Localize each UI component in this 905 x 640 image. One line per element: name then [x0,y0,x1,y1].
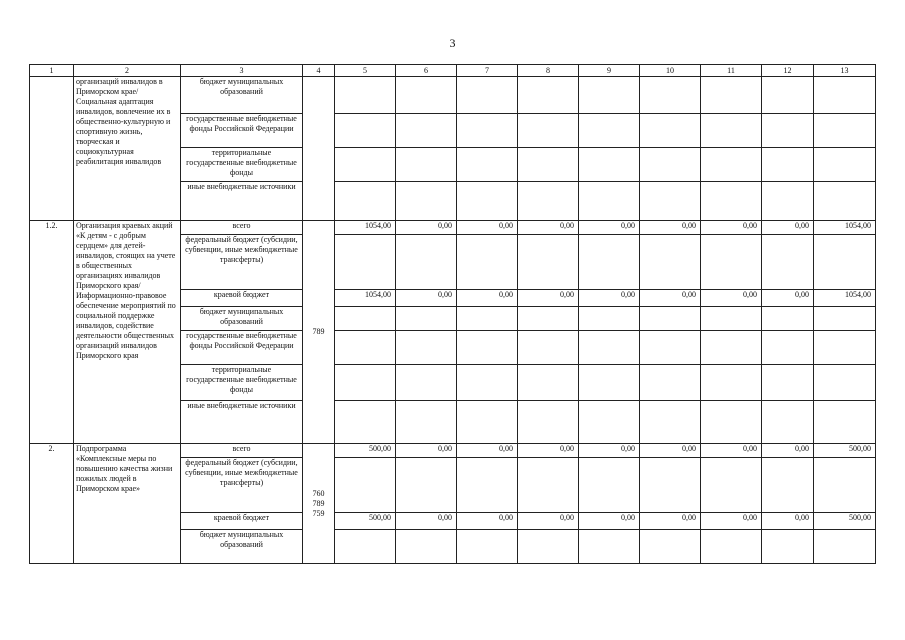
value-cell: 1054,00 [814,290,876,307]
funding-source-cell: государственные внебюджетные фонды Российской Федерации [181,114,303,148]
value-cell: 0,00 [701,221,762,235]
value-cell: 0,00 [701,290,762,307]
funding-source-cell: федеральный бюджет (субсидии, субвенции, иные межбюджетные трансферты) [181,458,303,513]
value-cell: 0,00 [762,444,814,458]
value-cell: 1054,00 [335,221,396,235]
header-cell: 1 [30,65,74,77]
header-cell: 6 [396,65,457,77]
header-cell: 11 [701,65,762,77]
value-cell: 0,00 [640,444,701,458]
funding-source-cell: территориальные государственные внебюджетные фонды [181,148,303,182]
funding-source-cell: государственные внебюджетные фонды Российской Федерации [181,331,303,365]
value-cell: 0,00 [701,513,762,530]
value-cell: 500,00 [335,513,396,530]
funding-source-cell: иные внебюджетные источники [181,182,303,221]
header-cell: 5 [335,65,396,77]
funding-source-cell: краевой бюджет [181,513,303,530]
value-cell: 0,00 [518,290,579,307]
value-cell: 0,00 [579,290,640,307]
value-cell: 0,00 [701,444,762,458]
value-cell: 500,00 [814,444,876,458]
header-cell: 3 [181,65,303,77]
header-cell: 8 [518,65,579,77]
header-cell: 4 [303,65,335,77]
value-cell: 0,00 [457,513,518,530]
value-cell: 0,00 [762,290,814,307]
header-cell: 7 [457,65,518,77]
code-cell: 789 [303,221,335,444]
funding-source-cell: всего [181,444,303,458]
index-cell: 2. [30,444,74,564]
value-cell: 0,00 [518,444,579,458]
value-cell: 0,00 [579,513,640,530]
header-cell: 12 [762,65,814,77]
budget-table [29,64,876,564]
value-cell: 0,00 [457,221,518,235]
value-cell: 0,00 [396,513,457,530]
value-cell: 0,00 [762,221,814,235]
header-cell: 2 [74,65,181,77]
value-cell: 0,00 [762,513,814,530]
table-row [30,221,876,235]
table-row [30,77,876,114]
funding-source-cell: федеральный бюджет (субсидии, субвенции, иные межбюджетные трансферты) [181,235,303,290]
value-cell: 0,00 [579,221,640,235]
code-line: 789 [312,498,325,508]
value-cell: 0,00 [457,290,518,307]
value-cell: 0,00 [640,290,701,307]
funding-source-cell: бюджет муниципальных образований [181,307,303,331]
value-cell: 0,00 [396,221,457,235]
header-cell: 13 [814,65,876,77]
value-cell: 500,00 [335,444,396,458]
event-name-cell: Организация краевых акций «К детям - с добрым сердцем» для детей-инвалидов, стоящих на учете в общественных организациях инвалидов Приморского края/Информационно-правовое обеспечение мероприятий по социальной поддержке инвалидов, содействие деятельности общественных организаций инвалидов Приморского края [74,221,181,444]
value-cell: 0,00 [518,221,579,235]
value-cell: 0,00 [396,290,457,307]
funding-source-cell: бюджет муниципальных образований [181,530,303,564]
table-row [30,444,876,458]
funding-source-cell: территориальные государственные внебюджетные фонды [181,365,303,401]
funding-source-cell: бюджет муниципальных образований [181,77,303,114]
value-cell: 1054,00 [335,290,396,307]
code-cell [303,77,335,221]
funding-source-cell: всего [181,221,303,235]
value-cell: 0,00 [640,513,701,530]
index-cell: 1.2. [30,221,74,444]
page-number: 3 [449,36,456,50]
value-cell: 0,00 [518,513,579,530]
index-cell [30,77,74,221]
value-cell: 0,00 [579,444,640,458]
event-name-cell: организаций инвалидов в Приморском крае/ Социальная адаптация инвалидов, вовлечение их в общественно-культурную и спортивную жизнь, творческая и социокультурная реабилитация инвалидов [74,77,181,221]
header-cell: 10 [640,65,701,77]
header-cell: 9 [579,65,640,77]
code-cell [303,444,335,564]
funding-source-cell: иные внебюджетные источники [181,401,303,444]
value-cell: 0,00 [457,444,518,458]
event-name-cell: Подпрограмма «Комплексные меры по повышению качества жизни пожилых людей в Приморском крае» [74,444,181,564]
value-cell: 0,00 [396,444,457,458]
funding-source-cell: краевой бюджет [181,290,303,307]
value-cell: 1054,00 [814,221,876,235]
code-line: 760 [312,488,325,498]
code-line: 759 [312,508,325,518]
value-cell: 500,00 [814,513,876,530]
value-cell: 0,00 [640,221,701,235]
header-row [30,65,876,77]
